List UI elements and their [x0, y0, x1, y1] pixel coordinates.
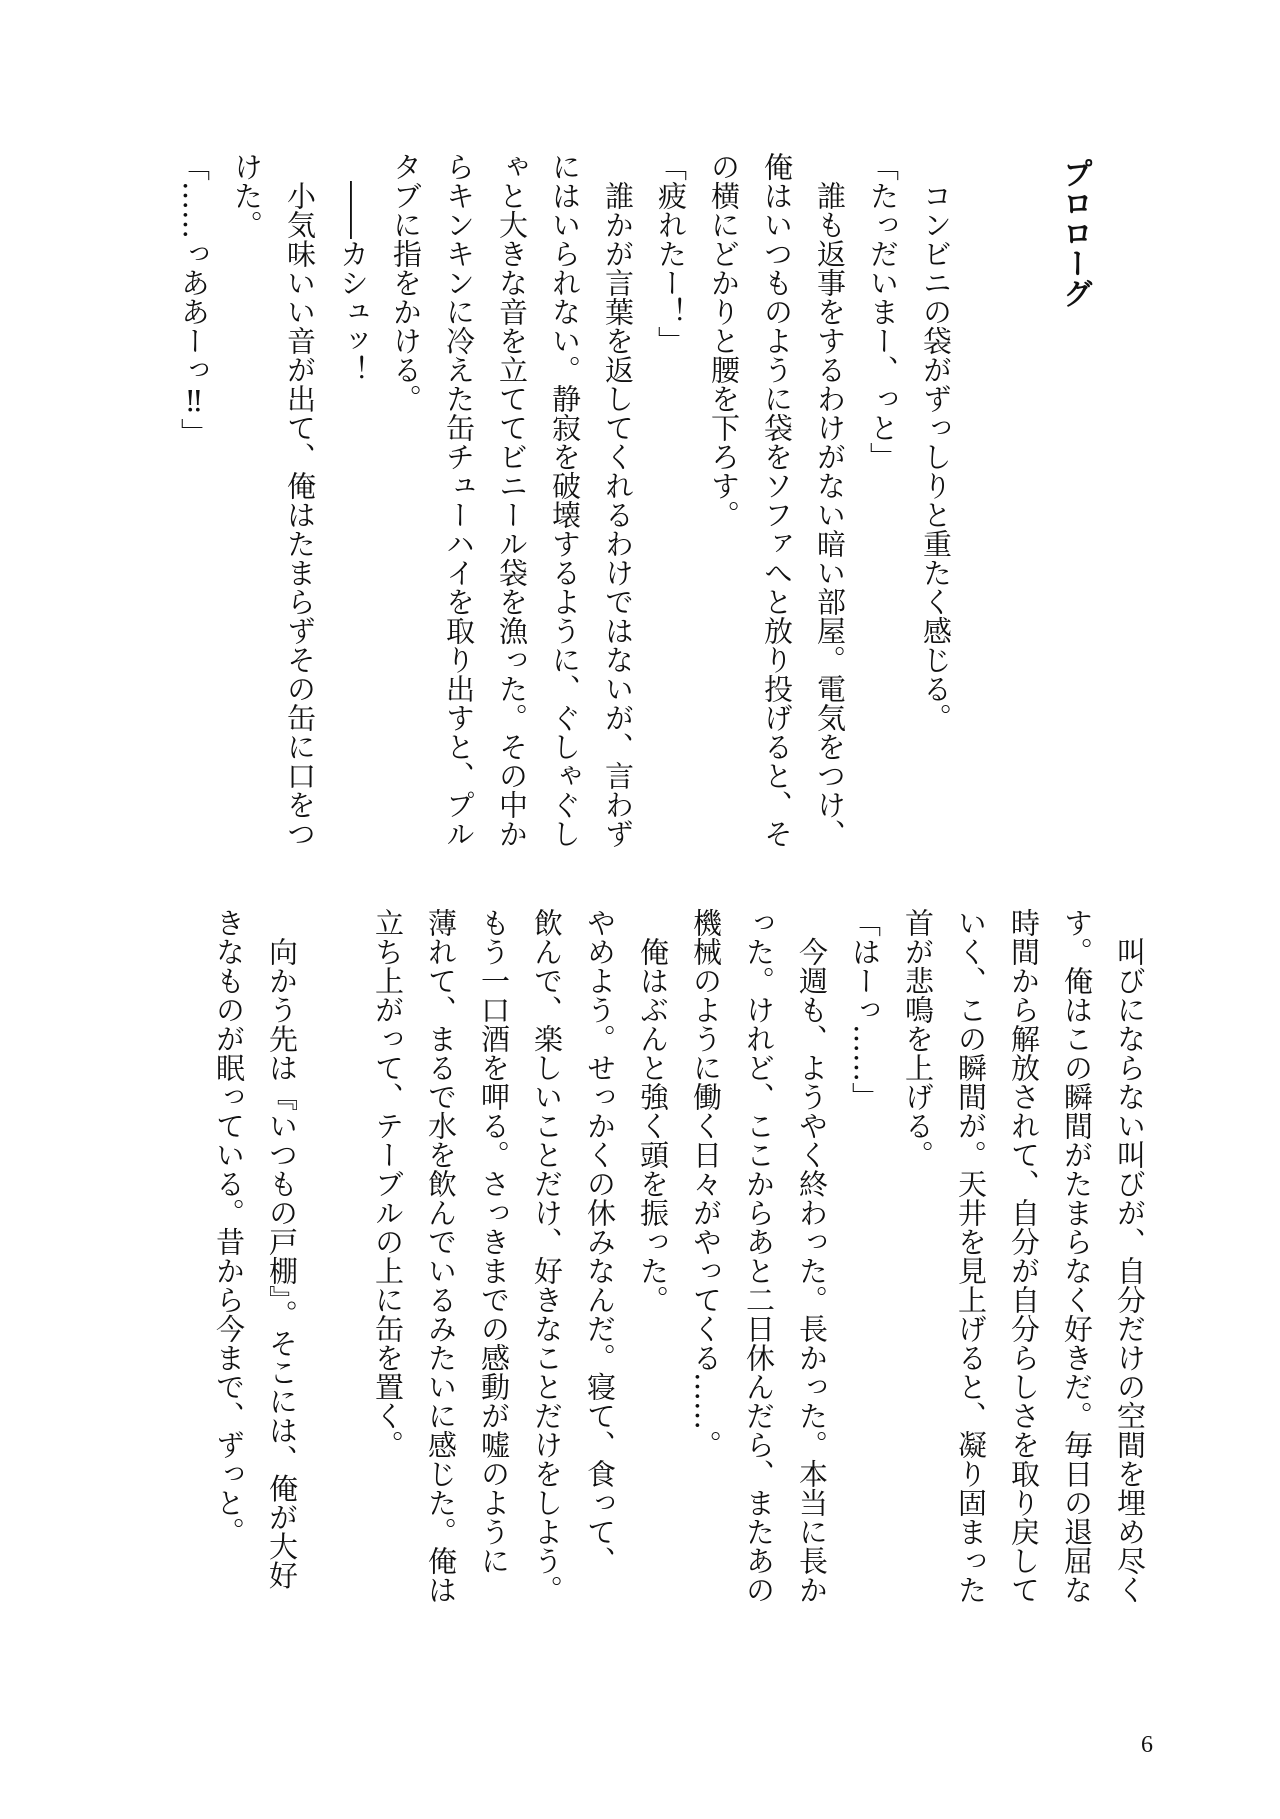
text-line: タブに指をかける。 — [389, 152, 423, 413]
text-line: 時間から解放されて、自分が自分らしさを取り戻して — [1007, 908, 1041, 1604]
text-line: にはいられない。静寂を破壊するように、ぐしゃぐし — [548, 152, 582, 848]
text-line: の横にどかりと腰を下ろす。 — [707, 152, 741, 529]
text-line: けた。 — [230, 152, 264, 239]
text-line: いく、この瞬間が。天井を見上げると、凝り固まった — [954, 908, 988, 1604]
text-line: 今週も、ようやく終わった。長かった。本当に長か — [795, 908, 829, 1604]
text-line: ――カシュッ！ — [336, 152, 370, 384]
text-line: もう一口酒を呷る。さっきまでの感動が嘘のように — [477, 908, 511, 1575]
text-line: 「はーっ……」 — [848, 908, 882, 1111]
text-line: 俺はいつものように袋をソファへと放り投げると、そ — [760, 152, 794, 848]
text-line: きなものが眠っている。昔から今まで、ずっと。 — [212, 908, 246, 1546]
text-line: ゃと大きな音を立ててビニール袋を漁った。その中か — [495, 152, 529, 848]
text-line: 俺はぶんと強く頭を振った。 — [636, 908, 670, 1314]
text-line: 小気味いい音が出て、俺はたまらずその缶に口をつ — [283, 152, 317, 848]
text-line: 叫びにならない叫びが、自分だけの空間を埋め尽く — [1113, 908, 1147, 1604]
text-line: 向かう先は『いつもの戸棚』。そこには、俺が大好 — [265, 908, 299, 1590]
text-line — [308, 908, 361, 1608]
text-line: 誰も返事をするわけがない暗い部屋。電気をつけ、 — [813, 152, 847, 848]
text-block-lower — [202, 908, 1156, 1608]
text-line: 機械のように働く日々がやってくる……。 — [689, 908, 723, 1459]
page-number: 6 — [1141, 1732, 1153, 1758]
text-line: 首が悲鳴を上げる。 — [901, 908, 935, 1169]
text-line: った。けれど、ここからあと二日休んだら、またあの — [742, 908, 776, 1604]
text-line: コンビニの袋がずっしりと重たく感じる。 — [919, 152, 953, 732]
chapter-title: プロローグ — [1057, 158, 1092, 308]
text-line: らキンキンに冷えた缶チューハイを取り出すと、プル — [442, 152, 476, 848]
text-line: す。俺はこの瞬間がたまらなく好きだ。毎日の退屈な — [1060, 908, 1094, 1604]
text-line: 薄れて、まるで水を飲んでいるみたいに感じた。俺は — [424, 908, 458, 1604]
text-line: 誰かが言葉を返してくれるわけではないが、言わず — [601, 152, 635, 848]
text-block-upper — [167, 152, 962, 852]
text-line: 飲んで、楽しいことだけ、好きなことだけをしよう。 — [530, 908, 564, 1604]
text-line: 「……っああーっ‼」 — [177, 152, 211, 447]
text-line: 「疲れたー！」 — [654, 152, 688, 355]
text-line: やめよう。せっかくの休みなんだ。寝て、食って、 — [583, 908, 617, 1575]
text-line: 立ち上がって、テーブルの上に缶を置く。 — [371, 908, 405, 1459]
text-line: 「たっだいまー、っと」 — [866, 152, 900, 471]
